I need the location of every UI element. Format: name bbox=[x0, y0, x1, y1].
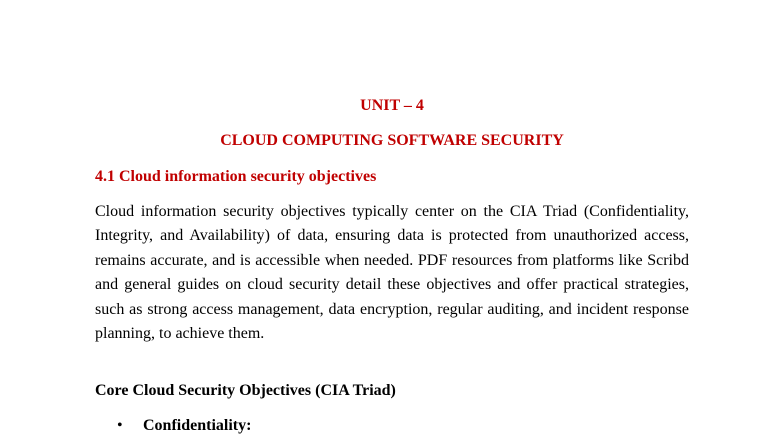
unit-heading: UNIT – 4 bbox=[360, 97, 424, 114]
body-paragraph: Cloud information security objectives typically center on the CIA Triad (Confidentiality, Integrity, and Availability) of data, ensuring data is protected from unauthorized access, remains accurate, and is accessible when needed. PDF resources from platforms like Scribd and general guides on cloud security detail these objectives and offer practical strategies, such as strong access management, data encryption, regular auditing, and incident response planning, to achieve them. bbox=[95, 203, 689, 343]
bullet-item bbox=[117, 416, 251, 436]
bullet-label: Confidentiality: bbox=[143, 417, 252, 434]
subsection-heading: Core Cloud Security Objectives (CIA Triad) bbox=[95, 382, 396, 399]
section-heading: 4.1 Cloud information security objectives bbox=[95, 168, 377, 185]
bullet-icon: • bbox=[117, 417, 123, 434]
document-title: CLOUD COMPUTING SOFTWARE SECURITY bbox=[220, 132, 564, 149]
